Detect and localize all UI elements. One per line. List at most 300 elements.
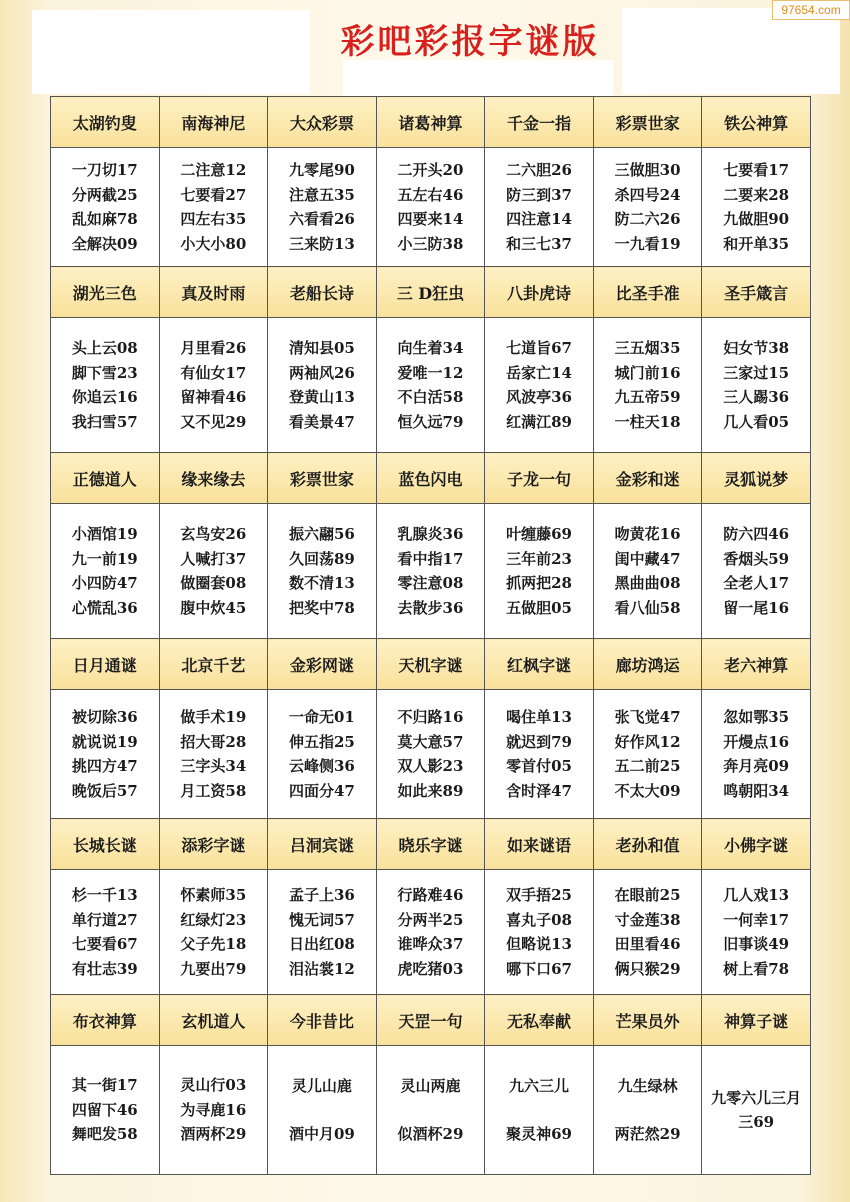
column-header — [593, 267, 702, 318]
riddle-line: 数不清13 — [288, 574, 355, 592]
riddle-line: 我扫雪57 — [71, 412, 138, 431]
riddle-line: 一刀切17 — [71, 161, 138, 179]
riddle-line: 小四防47 — [71, 574, 138, 592]
riddle-line: 如此来89 — [397, 781, 464, 800]
header-label: 金彩和迷 — [615, 469, 680, 489]
riddle-line: 开熳点16 — [723, 732, 790, 751]
riddle-line: 父子先18 — [180, 935, 247, 953]
riddle-line: 全解决09 — [71, 234, 138, 253]
riddle-cell — [702, 148, 811, 267]
riddle-line: 九六三儿 — [509, 1076, 570, 1095]
riddle-line: 三人踢36 — [723, 388, 790, 406]
riddle-cell — [485, 318, 594, 453]
riddle-line: 人喊打37 — [180, 549, 247, 568]
riddle-cell — [593, 870, 702, 995]
riddle-cell — [268, 504, 377, 639]
column-header — [593, 97, 702, 148]
column-header — [159, 995, 268, 1046]
riddle-line: 莫大意57 — [397, 732, 464, 751]
column-header — [268, 819, 377, 870]
riddle-line: 三家过15 — [723, 363, 790, 382]
riddle-line: 好作风12 — [614, 732, 681, 751]
riddle-line: 鸣朝阳34 — [723, 781, 790, 800]
riddle-line: 三年前23 — [506, 549, 572, 568]
riddle-line: 脚下雪23 — [71, 363, 138, 382]
riddle-cell — [268, 1046, 377, 1175]
header-label: 蓝色闪电 — [398, 469, 463, 489]
riddle-cell — [593, 1046, 702, 1175]
riddle-line: 吻黄花16 — [614, 525, 681, 543]
column-header — [593, 453, 702, 504]
riddle-cell — [702, 504, 811, 639]
riddle-line: 就迟到79 — [506, 732, 572, 751]
riddle-line: 闺中藏47 — [614, 549, 681, 568]
column-header — [376, 267, 485, 318]
riddle-line: 四面分47 — [288, 781, 355, 800]
riddle-line: 九五帝59 — [614, 388, 681, 406]
riddle-line: 全老人17 — [723, 574, 790, 592]
riddle-cell — [485, 690, 594, 819]
header-label: 如来谜语 — [507, 835, 572, 855]
column-header — [376, 453, 485, 504]
riddle-cell — [376, 148, 485, 267]
riddle-line: 留一尾16 — [723, 598, 790, 617]
riddle-line: 怀素师35 — [180, 886, 247, 904]
header-label: 诸葛神算 — [398, 113, 463, 133]
column-header — [593, 639, 702, 690]
column-header — [702, 453, 811, 504]
riddle-line: 三69 — [738, 1113, 775, 1131]
riddle-line: 谁哗众37 — [397, 935, 464, 953]
riddle-row — [51, 690, 811, 819]
column-header — [159, 639, 268, 690]
riddle-line: 看美景47 — [288, 412, 355, 431]
header-row — [51, 639, 811, 690]
riddle-line: 防二六26 — [614, 210, 681, 228]
column-header — [485, 995, 594, 1046]
riddle-line: 日出红08 — [288, 935, 355, 953]
riddle-line: 舞吧发58 — [71, 1125, 138, 1144]
header-label: 天机字谜 — [398, 655, 463, 675]
header-label: 正德道人 — [72, 469, 137, 489]
riddle-line: 二六胆26 — [506, 161, 572, 179]
column-header — [159, 267, 268, 318]
column-header — [268, 995, 377, 1046]
column-header — [485, 267, 594, 318]
column-header — [702, 267, 811, 318]
header-label: 老孙和值 — [615, 835, 680, 855]
riddle-line: 招大哥28 — [180, 732, 247, 751]
riddle-line: 九生绿林 — [617, 1076, 678, 1095]
riddle-line: 注意五35 — [288, 185, 355, 204]
riddle-line: 含时泽47 — [506, 781, 572, 800]
header-label: 添彩字谜 — [181, 835, 246, 855]
blank-line — [594, 1098, 702, 1122]
riddle-row — [51, 318, 811, 453]
riddle-line: 寸金莲38 — [614, 910, 681, 929]
riddle-cell — [268, 690, 377, 819]
riddle-line: 张飞觉47 — [614, 708, 681, 726]
column-header — [376, 995, 485, 1046]
riddle-cell — [159, 148, 268, 267]
riddle-line: 五二前25 — [614, 757, 681, 775]
riddle-line: 抓两把28 — [506, 574, 572, 592]
column-header — [159, 819, 268, 870]
header-label: 日月通谜 — [72, 655, 137, 675]
header-label: 子龙一句 — [507, 469, 572, 489]
riddle-line: 做手术19 — [180, 708, 247, 726]
riddle-line: 两袖风26 — [288, 363, 355, 382]
riddle-line: 玄鸟安26 — [180, 525, 247, 543]
riddle-line: 九零六儿三月 — [711, 1088, 802, 1107]
riddle-line: 六看看26 — [288, 210, 355, 228]
riddle-line: 田里看46 — [614, 935, 681, 953]
column-header — [376, 819, 485, 870]
header-label: 八卦虎诗 — [507, 283, 572, 303]
blank-panel-right — [622, 8, 840, 94]
riddle-line: 二注意12 — [180, 161, 247, 179]
riddle-line: 泪沾裳12 — [288, 959, 355, 978]
column-header — [268, 639, 377, 690]
riddle-line: 风波亭36 — [506, 388, 572, 406]
header-row — [51, 267, 811, 318]
header-label: 南海神尼 — [181, 113, 246, 133]
riddle-line: 红绿灯23 — [180, 910, 247, 929]
header-label: 湖光三色 — [72, 283, 137, 303]
riddle-line: 一柱天18 — [614, 412, 681, 431]
column-header — [51, 267, 160, 318]
column-header — [376, 639, 485, 690]
blank-line — [485, 1098, 593, 1122]
riddle-line: 九零尾90 — [288, 161, 355, 179]
riddle-line: 杀四号24 — [614, 185, 681, 204]
riddle-cell — [159, 690, 268, 819]
riddle-line: 不太大09 — [614, 781, 681, 800]
riddle-line: 二开头20 — [397, 161, 464, 179]
riddle-line: 行路难46 — [397, 886, 464, 904]
header-label: 布衣神算 — [72, 1011, 137, 1031]
riddle-line: 四留下46 — [71, 1100, 138, 1119]
riddle-cell — [593, 318, 702, 453]
header-label: 千金一指 — [507, 113, 572, 133]
riddle-row — [51, 1046, 811, 1175]
riddle-line: 去散步36 — [397, 598, 464, 617]
riddle-line: 七要看17 — [723, 161, 790, 179]
riddle-cell — [268, 870, 377, 995]
riddle-line: 看中指17 — [397, 549, 464, 568]
riddle-line: 小酒馆19 — [71, 525, 138, 543]
riddle-line: 就说说19 — [71, 732, 138, 751]
header-label: 铁公神算 — [724, 113, 789, 133]
riddle-line: 几人戏13 — [723, 886, 790, 904]
riddle-line: 岳家亡14 — [506, 363, 572, 382]
riddle-line: 腹中炊45 — [180, 598, 247, 617]
riddle-line: 灵山两鹿 — [400, 1076, 461, 1095]
riddle-line: 被切除36 — [71, 708, 138, 726]
riddle-line: 为寻鹿16 — [180, 1100, 247, 1119]
column-header — [51, 453, 160, 504]
riddle-line: 心慌乱36 — [71, 598, 138, 617]
riddle-line: 叶缠藤69 — [506, 525, 572, 543]
riddle-line: 双手捂25 — [506, 886, 572, 904]
riddle-line: 爱唯一12 — [397, 363, 464, 382]
riddle-cell — [376, 1046, 485, 1175]
column-header — [51, 995, 160, 1046]
riddle-line: 妇女节38 — [723, 339, 790, 357]
riddle-line: 奔月亮09 — [723, 757, 790, 775]
riddle-line: 月工资58 — [180, 781, 247, 800]
riddle-line: 四注意14 — [506, 210, 572, 228]
riddle-table — [50, 96, 811, 1175]
riddle-cell — [159, 870, 268, 995]
riddle-line: 红满江89 — [506, 412, 572, 431]
riddle-line: 分两半25 — [397, 910, 464, 929]
riddle-line: 小大小80 — [180, 234, 247, 253]
riddle-cell — [702, 1046, 811, 1175]
riddle-line: 乳腺炎36 — [397, 525, 464, 543]
riddle-line: 做圈套08 — [180, 574, 247, 592]
riddle-line: 零注意08 — [397, 574, 464, 592]
riddle-line: 香烟头59 — [723, 549, 790, 568]
riddle-line: 零首付05 — [506, 757, 572, 775]
riddle-line: 清知县05 — [288, 339, 355, 357]
column-header — [268, 267, 377, 318]
riddle-line: 旧事谈49 — [723, 935, 790, 953]
riddle-line: 单行道27 — [71, 910, 138, 929]
column-header — [593, 819, 702, 870]
riddle-line: 乱如麻78 — [71, 210, 138, 228]
header-label: 小佛字谜 — [724, 835, 789, 855]
header-label: 大众彩票 — [289, 113, 354, 133]
riddle-line: 九要出79 — [180, 959, 247, 978]
riddle-cell — [376, 318, 485, 453]
page-title: 彩吧彩报字谜版 — [340, 22, 600, 62]
riddle-line: 三做胆30 — [614, 161, 681, 179]
header-label: 红枫字谜 — [507, 655, 572, 675]
riddle-cell — [485, 148, 594, 267]
header-label: 神算子谜 — [724, 1011, 789, 1031]
header-row — [51, 819, 811, 870]
riddle-line: 有仙女17 — [180, 363, 247, 382]
riddle-cell — [593, 690, 702, 819]
riddle-cell — [376, 870, 485, 995]
riddle-cell — [485, 870, 594, 995]
riddle-line: 三来防13 — [288, 234, 355, 253]
riddle-line: 五做胆05 — [506, 598, 572, 617]
riddle-line: 一何幸17 — [723, 910, 790, 929]
riddle-line: 灵山行03 — [180, 1076, 247, 1095]
riddle-line: 四左右35 — [180, 210, 247, 228]
riddle-line: 两茫然29 — [614, 1125, 681, 1143]
riddle-cell — [376, 690, 485, 819]
riddle-line: 灵儿山鹿 — [291, 1076, 352, 1095]
riddle-line: 在眼前25 — [614, 886, 681, 904]
column-header — [485, 819, 594, 870]
riddle-line: 俩只猴29 — [614, 959, 681, 978]
riddle-cell — [51, 504, 160, 639]
riddle-line: 月里看26 — [180, 339, 247, 357]
riddle-cell — [268, 148, 377, 267]
column-header — [51, 819, 160, 870]
riddle-cell — [51, 870, 160, 995]
header-label: 吕洞宾谜 — [289, 835, 354, 855]
riddle-cell — [485, 504, 594, 639]
column-header — [376, 97, 485, 148]
header-label: 太湖钓叟 — [72, 113, 137, 133]
riddle-line: 一命无01 — [288, 708, 355, 726]
riddle-line: 分两截25 — [71, 185, 138, 204]
riddle-line: 喝住单13 — [506, 708, 572, 726]
column-header — [159, 453, 268, 504]
column-header — [702, 97, 811, 148]
riddle-line: 不归路16 — [397, 708, 464, 726]
column-header — [702, 819, 811, 870]
riddle-line: 和三七37 — [506, 234, 572, 253]
riddle-line: 树上看78 — [723, 959, 790, 978]
riddle-line: 向生着34 — [397, 339, 464, 357]
riddle-line: 喜丸子08 — [506, 910, 572, 929]
column-header — [593, 995, 702, 1046]
header-label: 玄机道人 — [181, 1011, 246, 1031]
riddle-line: 留神看46 — [180, 388, 247, 406]
site-watermark: 97654.com — [772, 0, 850, 20]
blank-panel-left — [32, 10, 310, 94]
column-header — [702, 995, 811, 1046]
riddle-cell — [376, 504, 485, 639]
riddle-line: 振六翮56 — [288, 525, 355, 543]
header-label: 老船长诗 — [289, 283, 354, 303]
riddle-cell — [268, 318, 377, 453]
riddle-line: 五左右46 — [397, 185, 464, 204]
riddle-line: 九一前19 — [71, 549, 138, 568]
riddle-line: 二要来28 — [723, 185, 790, 204]
riddle-line: 酒中月09 — [288, 1125, 355, 1143]
riddle-line: 忽如鄂35 — [723, 708, 790, 726]
riddle-line: 双人影23 — [397, 757, 464, 775]
header-label: 天罡一句 — [398, 1011, 463, 1031]
riddle-line: 防三到37 — [506, 185, 572, 204]
riddle-row — [51, 504, 811, 639]
header-label: 无私奉献 — [507, 1011, 572, 1031]
riddle-cell — [702, 870, 811, 995]
column-header — [268, 97, 377, 148]
riddle-row — [51, 148, 811, 267]
riddle-line: 四要来14 — [397, 210, 464, 228]
riddle-line: 孟子上36 — [288, 886, 355, 904]
riddle-line: 晚饭后57 — [71, 781, 138, 800]
header-label: 缘来缘去 — [181, 469, 246, 489]
header-label: 圣手箴言 — [724, 283, 789, 303]
riddle-line: 七要看67 — [71, 935, 138, 953]
riddle-line: 你追云16 — [71, 388, 138, 406]
riddle-line: 防六四46 — [723, 525, 790, 543]
riddle-line: 九做胆90 — [723, 210, 790, 228]
header-label: 彩票世家 — [289, 469, 354, 489]
riddle-line: 但略说13 — [506, 935, 572, 953]
column-header — [51, 97, 160, 148]
header-label: 廊坊鸿运 — [615, 655, 680, 675]
riddle-cell — [702, 690, 811, 819]
riddle-line: 登黄山13 — [288, 388, 355, 406]
header-label: 真及时雨 — [181, 283, 246, 303]
column-header — [485, 639, 594, 690]
riddle-line: 三五烟35 — [614, 339, 681, 357]
riddle-line: 头上云08 — [71, 339, 138, 357]
riddle-line: 挑四方47 — [71, 757, 138, 775]
riddle-line: 黑曲曲08 — [614, 574, 681, 592]
column-header — [159, 97, 268, 148]
riddle-line: 恒久远79 — [397, 412, 464, 431]
blank-line — [377, 1098, 485, 1122]
header-label: 比圣手准 — [615, 283, 680, 303]
riddle-line: 云峰侧36 — [288, 757, 355, 775]
header-label: 彩票世家 — [615, 113, 680, 133]
riddle-line: 其一街17 — [71, 1076, 138, 1095]
riddle-line: 愧无词57 — [288, 910, 355, 929]
riddle-line: 看八仙58 — [614, 598, 681, 617]
riddle-line: 把奖中78 — [288, 598, 355, 617]
riddle-line: 小三防38 — [397, 234, 464, 253]
riddle-cell — [593, 504, 702, 639]
riddle-cell — [485, 1046, 594, 1175]
riddle-line: 酒两杯29 — [180, 1125, 247, 1144]
riddle-cell — [159, 1046, 268, 1175]
riddle-cell — [51, 1046, 160, 1175]
riddle-line: 有壮志39 — [71, 959, 138, 978]
riddle-row — [51, 870, 811, 995]
column-header — [485, 453, 594, 504]
riddle-line: 聚灵神69 — [506, 1125, 572, 1143]
riddle-line: 三字头34 — [180, 757, 247, 775]
riddle-line: 七要看27 — [180, 185, 247, 204]
riddle-line: 一九看19 — [614, 234, 681, 253]
header-label: 老六神算 — [724, 655, 789, 675]
riddle-line: 哪下口67 — [506, 959, 572, 978]
column-header — [268, 453, 377, 504]
header-row — [51, 453, 811, 504]
riddle-line: 七道旨67 — [506, 339, 572, 357]
column-header — [51, 639, 160, 690]
header-label: 北京千艺 — [181, 655, 246, 675]
riddle-line: 久回荡89 — [288, 549, 355, 568]
header-label: 三 D狂虫 — [396, 283, 465, 303]
header-row — [51, 995, 811, 1046]
riddle-cell — [51, 318, 160, 453]
riddle-line: 虎吃猪03 — [397, 959, 464, 978]
riddle-line: 杉一千13 — [71, 886, 138, 904]
riddle-line: 伸五指25 — [288, 732, 355, 751]
riddle-cell — [159, 318, 268, 453]
riddle-cell — [702, 318, 811, 453]
riddle-line: 城门前16 — [614, 363, 681, 382]
riddle-line: 似酒杯29 — [397, 1125, 464, 1143]
riddle-cell — [159, 504, 268, 639]
riddle-line: 又不见29 — [180, 412, 247, 431]
header-row — [51, 97, 811, 148]
header-label: 长城长谜 — [72, 835, 137, 855]
riddle-line: 不白活58 — [397, 388, 464, 406]
column-header — [485, 97, 594, 148]
header-label: 今非昔比 — [289, 1011, 354, 1031]
blank-line — [268, 1098, 376, 1122]
riddle-cell — [51, 148, 160, 267]
riddle-cell — [593, 148, 702, 267]
header-label: 金彩网谜 — [289, 655, 354, 675]
blank-panel-center — [343, 60, 613, 100]
column-header — [702, 639, 811, 690]
riddle-cell — [51, 690, 160, 819]
header-label: 灵狐说梦 — [724, 469, 789, 489]
